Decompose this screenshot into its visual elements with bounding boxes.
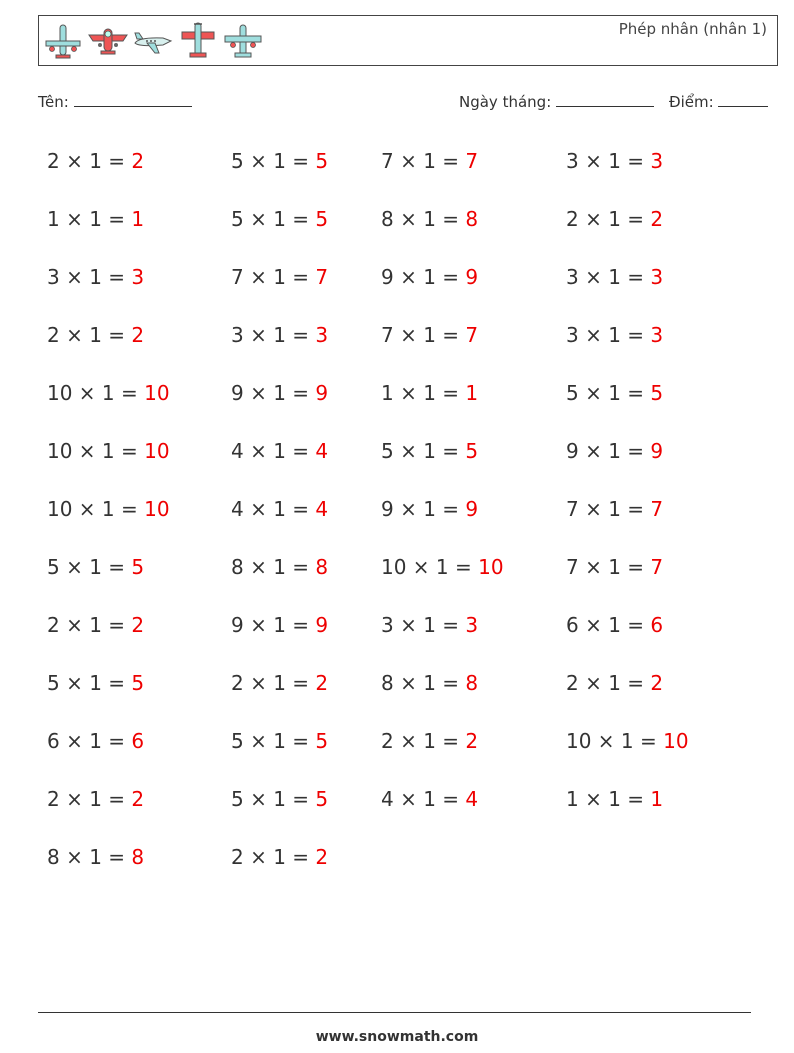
- problem-question: 10 × 1 =: [381, 555, 479, 579]
- problem-item: [231, 671, 328, 695]
- problem-answer: 2: [650, 671, 664, 695]
- problem-question: 10 × 1 =: [47, 439, 145, 463]
- problem-question: 2 × 1 =: [47, 149, 132, 173]
- problem-item: [381, 149, 478, 173]
- problem-answer: 5: [315, 149, 329, 173]
- problem-item: [231, 613, 328, 637]
- problem-item: [231, 729, 328, 753]
- problem-question: 3 × 1 =: [47, 265, 132, 289]
- problem-question: 5 × 1 =: [231, 207, 316, 231]
- problem-answer: 5: [131, 555, 145, 579]
- problem-item: [566, 555, 663, 579]
- name-blank: [74, 92, 192, 107]
- problem-item: [566, 381, 663, 405]
- problem-item: [381, 323, 478, 347]
- problem-answer: 4: [465, 787, 479, 811]
- problem-answer: 2: [131, 787, 145, 811]
- problem-question: 2 × 1 =: [47, 787, 132, 811]
- problem-question: 3 × 1 =: [566, 323, 651, 347]
- problem-question: 7 × 1 =: [566, 555, 651, 579]
- problem-question: 3 × 1 =: [231, 323, 316, 347]
- problem-answer: 8: [315, 555, 329, 579]
- problem-item: [231, 845, 328, 869]
- problem-answer: 3: [465, 613, 479, 637]
- problem-question: 9 × 1 =: [566, 439, 651, 463]
- name-label: Tên:: [38, 93, 69, 111]
- problem-answer: 6: [131, 729, 145, 753]
- problem-question: 8 × 1 =: [381, 207, 466, 231]
- problem-answer: 2: [650, 207, 664, 231]
- problem-answer: 10: [144, 381, 170, 405]
- problem-item: [231, 207, 328, 231]
- problem-item: [381, 555, 504, 579]
- name-field: [38, 92, 192, 111]
- problem-answer: 7: [315, 265, 329, 289]
- problem-item: [47, 845, 144, 869]
- problem-answer: 5: [315, 729, 329, 753]
- problem-answer: 8: [131, 845, 145, 869]
- problem-item: [47, 381, 170, 405]
- problem-item: [231, 497, 328, 521]
- problem-answer: 4: [315, 497, 329, 521]
- airplane-icon: [88, 21, 128, 61]
- problem-question: 2 × 1 =: [47, 323, 132, 347]
- problem-question: 2 × 1 =: [566, 207, 651, 231]
- problem-item: [381, 497, 478, 521]
- problem-item: [381, 729, 478, 753]
- problem-answer: 9: [315, 613, 329, 637]
- problem-item: [231, 149, 328, 173]
- problem-answer: 5: [650, 381, 664, 405]
- problem-item: [566, 787, 663, 811]
- problem-question: 5 × 1 =: [47, 671, 132, 695]
- airplane-icon: [133, 21, 173, 61]
- problem-answer: 10: [144, 497, 170, 521]
- problem-item: [47, 265, 144, 289]
- problem-question: 1 × 1 =: [566, 787, 651, 811]
- problem-answer: 5: [315, 207, 329, 231]
- problem-question: 8 × 1 =: [231, 555, 316, 579]
- problem-question: 1 × 1 =: [47, 207, 132, 231]
- problem-question: 9 × 1 =: [381, 497, 466, 521]
- date-label: Ngày tháng:: [459, 93, 552, 111]
- problem-answer: 7: [650, 497, 664, 521]
- problem-question: 7 × 1 =: [381, 323, 466, 347]
- problem-answer: 2: [131, 613, 145, 637]
- problem-question: 7 × 1 =: [381, 149, 466, 173]
- airplane-icon: [43, 21, 83, 61]
- problem-answer: 10: [663, 729, 689, 753]
- problem-question: 4 × 1 =: [381, 787, 466, 811]
- problem-question: 8 × 1 =: [381, 671, 466, 695]
- problem-question: 4 × 1 =: [231, 439, 316, 463]
- problem-answer: 2: [131, 323, 145, 347]
- worksheet-title: Phép nhân (nhân 1): [618, 20, 767, 38]
- problem-item: [47, 671, 144, 695]
- problem-question: 7 × 1 =: [231, 265, 316, 289]
- header-box: [38, 15, 778, 66]
- footer-divider: [38, 1012, 751, 1013]
- problem-item: [47, 439, 170, 463]
- problem-answer: 7: [650, 555, 664, 579]
- problem-answer: 5: [465, 439, 479, 463]
- problem-item: [231, 265, 328, 289]
- problem-item: [47, 323, 144, 347]
- problem-question: 2 × 1 =: [566, 671, 651, 695]
- problem-item: [381, 613, 478, 637]
- problem-question: 5 × 1 =: [566, 381, 651, 405]
- problem-item: [47, 207, 144, 231]
- problem-item: [566, 207, 663, 231]
- problem-question: 9 × 1 =: [231, 613, 316, 637]
- plane-icons: [43, 21, 263, 61]
- date-field: [459, 92, 654, 111]
- problem-question: 2 × 1 =: [231, 845, 316, 869]
- problem-question: 10 × 1 =: [47, 381, 145, 405]
- problem-item: [381, 671, 478, 695]
- problem-item: [47, 555, 144, 579]
- problem-answer: 9: [465, 497, 479, 521]
- problem-answer: 3: [650, 265, 664, 289]
- problem-answer: 5: [315, 787, 329, 811]
- problem-question: 10 × 1 =: [566, 729, 664, 753]
- problem-item: [231, 439, 328, 463]
- problem-answer: 7: [465, 323, 479, 347]
- problem-answer: 1: [465, 381, 479, 405]
- problem-answer: 8: [465, 671, 479, 695]
- problem-question: 1 × 1 =: [381, 381, 466, 405]
- problem-item: [47, 613, 144, 637]
- problem-item: [566, 265, 663, 289]
- problem-item: [566, 613, 663, 637]
- footer-url: www.snowmath.com: [315, 1029, 479, 1045]
- problem-question: 5 × 1 =: [231, 787, 316, 811]
- problem-question: 5 × 1 =: [231, 729, 316, 753]
- problem-item: [566, 497, 663, 521]
- problem-answer: 1: [650, 787, 664, 811]
- problem-item: [381, 207, 478, 231]
- problem-answer: 9: [465, 265, 479, 289]
- problem-answer: 3: [650, 323, 664, 347]
- problem-answer: 10: [478, 555, 504, 579]
- problem-answer: 1: [131, 207, 145, 231]
- problem-item: [566, 729, 689, 753]
- problem-item: [47, 497, 170, 521]
- problem-answer: 6: [650, 613, 664, 637]
- problem-item: [381, 439, 478, 463]
- score-blank: [718, 92, 768, 107]
- problem-question: 9 × 1 =: [231, 381, 316, 405]
- problem-question: 3 × 1 =: [566, 265, 651, 289]
- problem-item: [231, 555, 328, 579]
- problem-question: 4 × 1 =: [231, 497, 316, 521]
- problem-answer: 3: [131, 265, 145, 289]
- airplane-icon: [178, 21, 218, 61]
- problem-answer: 4: [315, 439, 329, 463]
- problem-answer: 2: [315, 671, 329, 695]
- problem-answer: 2: [315, 845, 329, 869]
- score-label: Điểm:: [669, 93, 714, 111]
- problem-question: 7 × 1 =: [566, 497, 651, 521]
- problem-item: [47, 787, 144, 811]
- problem-item: [231, 381, 328, 405]
- airplane-icon: [223, 21, 263, 61]
- problem-question: 5 × 1 =: [231, 149, 316, 173]
- problem-answer: 2: [465, 729, 479, 753]
- problem-item: [381, 787, 478, 811]
- problem-answer: 5: [131, 671, 145, 695]
- problem-item: [566, 323, 663, 347]
- problem-question: 3 × 1 =: [566, 149, 651, 173]
- score-field: [669, 92, 768, 111]
- problem-answer: 3: [650, 149, 664, 173]
- problem-item: [566, 149, 663, 173]
- problem-question: 2 × 1 =: [47, 613, 132, 637]
- problem-answer: 9: [315, 381, 329, 405]
- problem-answer: 2: [131, 149, 145, 173]
- problem-answer: 7: [465, 149, 479, 173]
- problem-question: 10 × 1 =: [47, 497, 145, 521]
- date-blank: [556, 92, 654, 107]
- problem-answer: 9: [650, 439, 664, 463]
- problem-question: 2 × 1 =: [231, 671, 316, 695]
- problem-question: 3 × 1 =: [381, 613, 466, 637]
- problem-question: 2 × 1 =: [381, 729, 466, 753]
- problem-question: 5 × 1 =: [381, 439, 466, 463]
- problem-question: 8 × 1 =: [47, 845, 132, 869]
- problem-item: [381, 381, 478, 405]
- problem-item: [231, 323, 328, 347]
- problem-item: [47, 149, 144, 173]
- problem-answer: 3: [315, 323, 329, 347]
- problem-item: [566, 671, 663, 695]
- problem-question: 9 × 1 =: [381, 265, 466, 289]
- problem-item: [231, 787, 328, 811]
- problem-question: 5 × 1 =: [47, 555, 132, 579]
- problem-answer: 8: [465, 207, 479, 231]
- problem-question: 6 × 1 =: [47, 729, 132, 753]
- problem-answer: 10: [144, 439, 170, 463]
- problem-item: [566, 439, 663, 463]
- problem-item: [47, 729, 144, 753]
- problem-question: 6 × 1 =: [566, 613, 651, 637]
- problem-item: [381, 265, 478, 289]
